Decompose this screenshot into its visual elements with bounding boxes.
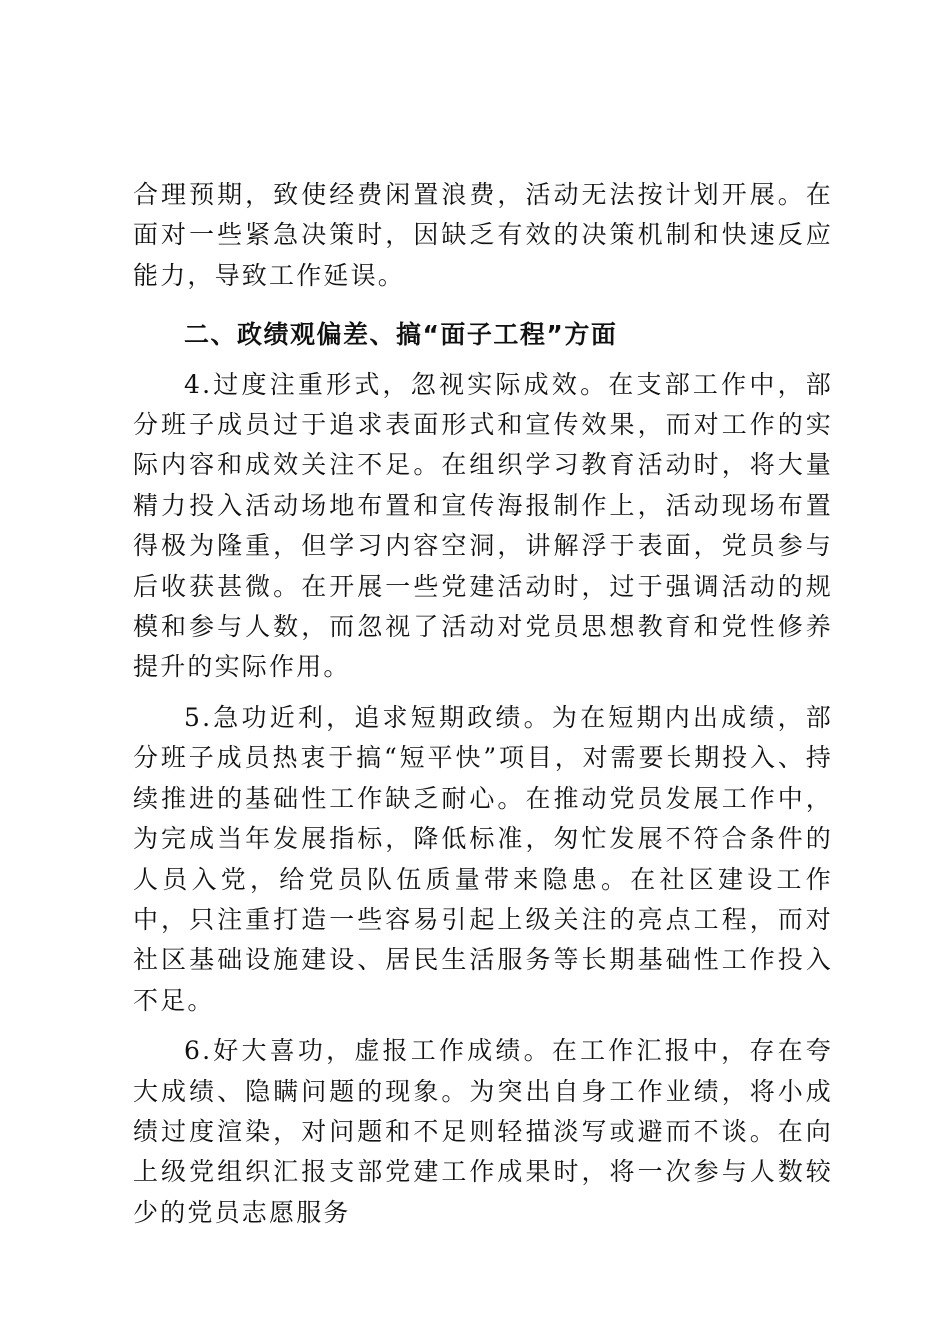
document-body <box>133 175 833 1233</box>
section-heading: 二、政绩观偏差、搞“面子工程”方面 <box>184 320 618 350</box>
paragraph-item-4: 4.过度注重形式，忽视实际成效。在支部工作中，部分班子成员过于追求表面形式和宣传效果，而对工作的实际内容和成效关注不足。在组织学习教育活动时，将大量精力投入活动场地布置和宣传海报制作上，活动现场布置得极为隆重，但学习内容空洞，讲解浮于表面，党员参与后收获甚微。在开展一些党建活动时，过于强调活动的规模和参与人数，而忽视了活动对党员思想教育和党性修养提升的实际作用。 <box>133 369 833 682</box>
paragraph-item-5: 5.急功近利，追求短期政绩。为在短期内出成绩，部分班子成员热衷于搞“短平快”项目，对需要长期投入、持续推进的基础性工作缺乏耐心。在推动党员发展工作中，为完成当年发展指标，降低标准，匆忙发展不符合条件的人员入党，给党员队伍质量带来隐患。在社区建设工作中，只注重打造一些容易引起上级关注的亮点工程，而对社区基础设施建设、居民生活服务等长期基础性工作投入不足。 <box>133 702 833 1015</box>
paragraph-continuation: 合理预期，致使经费闲置浪费，活动无法按计划开展。在面对一些紧急决策时，因缺乏有效的决策机制和快速反应能力，导致工作延误。 <box>133 180 833 290</box>
paragraph-item-6: 6.好大喜功，虚报工作成绩。在工作汇报中，存在夸大成绩、隐瞒问题的现象。为突出自身工作业绩，将小成绩过度渲染，对问题和不足则轻描淡写或避而不谈。在向上级党组织汇报支部党建工作成果时，将一次参与人数较少的党员志愿服务 <box>133 1036 833 1227</box>
